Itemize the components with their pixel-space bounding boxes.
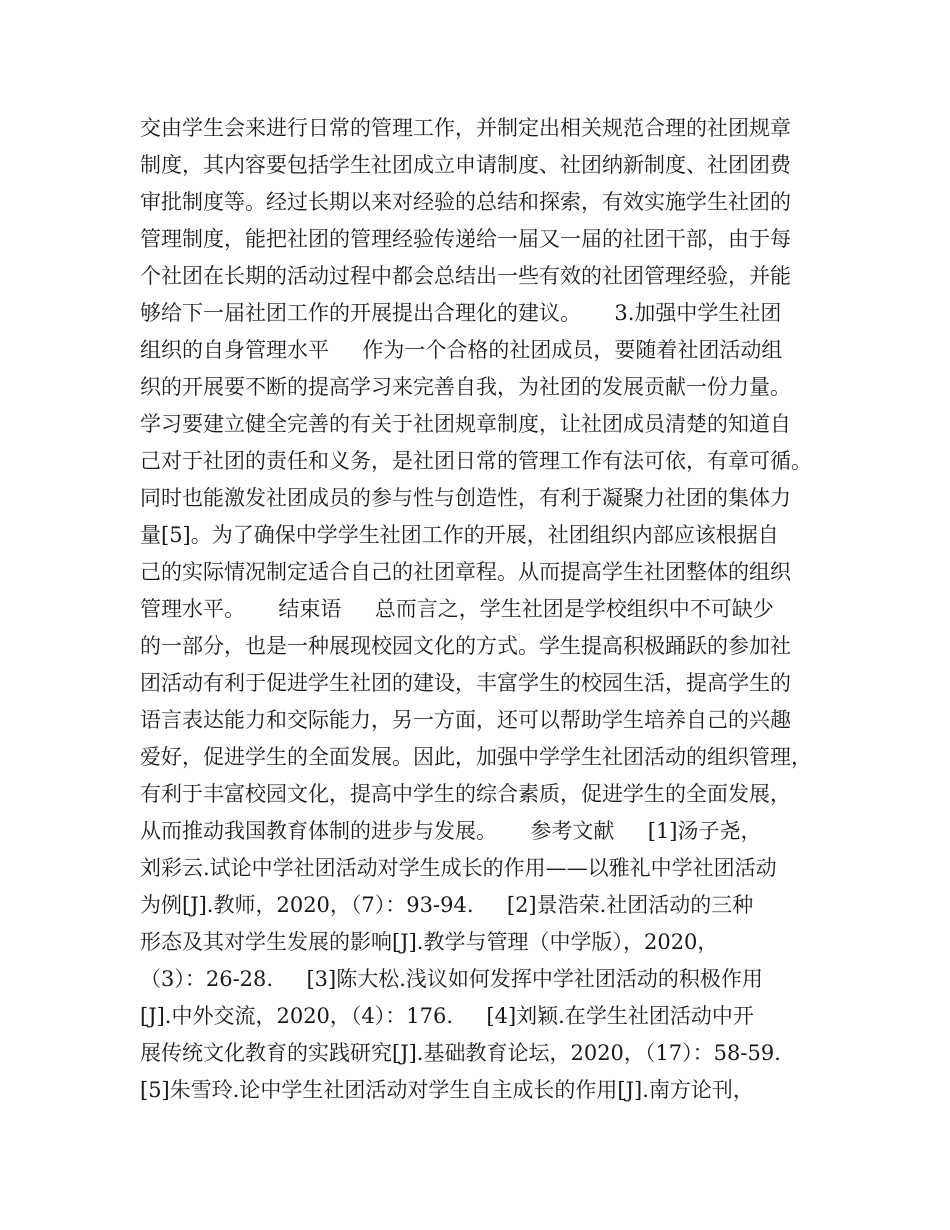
text-line: [5]朱雪玲.论中学生社团活动对学生自主成长的作用[J].南方论刊， [140,1078,754,1102]
text-line: 展传统文化教育的实践研究[J].基础教育论坛，2020，（17）：58-59. [140,1041,781,1065]
text-line: 制度，其内容要包括学生社团成立申请制度、社团纳新制度、社团团费 [140,153,791,177]
text-line: 学习要建立健全完善的有关于社团规章制度，让社团成员清楚的知道自 [140,412,791,436]
text-line: 己的实际情况制定适合自己的社团章程。从而提高学生社团整体的组织 [140,560,791,584]
text-line: 管理水平。 结束语 总而言之，学生社团是学校组织中不可缺少 [140,597,774,621]
text-line: 个社团在长期的活动过程中都会总结出一些有效的社团管理经验，并能 [140,264,791,288]
text-line: 爱好，促进学生的全面发展。因此，加强中学学生社团活动的组织管理， [140,745,812,769]
text-line: 交由学生会来进行日常的管理工作，并制定出相关规范合理的社团规章 [140,116,791,140]
body-text [140,110,840,1109]
text-line: 有利于丰富校园文化，提高中学生的综合素质，促进学生的全面发展， [140,782,791,806]
text-line: [J].中外交流，2020，（4）：176. [4]刘颖.在学生社团活动中开 [140,1004,754,1028]
text-line: 形态及其对学生发展的影响[J].教学与管理（中学版），2020， [140,930,719,954]
text-line: 语言表达能力和交际能力，另一方面，还可以帮助学生培养自己的兴趣 [140,708,791,732]
text-line: 管理制度，能把社团的管理经验传递给一届又一届的社团干部，由于每 [140,227,791,251]
text-line: 团活动有利于促进学生社团的建设，丰富学生的校园生活，提高学生的 [140,671,791,695]
text-line: 组织的自身管理水平 作为一个合格的社团成员，要随着社团活动组 [140,338,783,362]
text-line: 审批制度等。经过长期以来对经验的总结和探索，有效实施学生社团的 [140,190,791,214]
text-line: 从而推动我国教育体制的进步与发展。 参考文献 [1]汤子尧， [140,819,762,843]
text-line: 为例[J].教师，2020，（7）：93-94. [2]景浩荣.社团活动的三种 [140,893,754,917]
text-line: （3）：26-28. [3]陈大松.浅议如何发挥中学社团活动的积极作用 [140,967,763,991]
text-line: 的一部分，也是一种展现校园文化的方式。学生提高积极踊跃的参加社 [140,634,791,658]
text-line: 够给下一届社团工作的开展提出合理化的建议。 3.加强中学生社团 [140,301,782,325]
text-line: 己对于社团的责任和义务，是社团日常的管理工作有法可依，有章可循。 [140,449,812,473]
text-line: 刘彩云.试论中学社团活动对学生成长的作用——以雅礼中学社团活动 [140,856,777,880]
text-line: 量[5]。为了确保中学学生社团工作的开展，社团组织内部应该根据自 [140,523,779,547]
text-line: 织的开展要不断的提高学习来完善自我，为社团的发展贡献一份力量。 [140,375,791,399]
text-line: 同时也能激发社团成员的参与性与创造性，有利于凝聚力社团的集体力 [140,486,791,510]
